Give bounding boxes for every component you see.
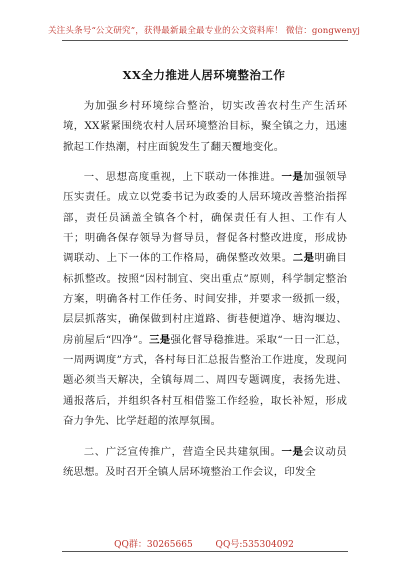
section-1-paragraph [63, 167, 347, 431]
document-title: XX全力推进人居环境整治工作 [122, 68, 286, 82]
section-1-lead: 一、思想高度重视，上下联动一体推进。 [83, 171, 282, 184]
header-divider [62, 40, 348, 41]
point-marker-4: 一是 [281, 445, 304, 458]
document-body [63, 96, 347, 482]
contact-footer: QQ群：30265665 QQ号:535304092 [114, 540, 294, 550]
promo-banner: 关注头条号“公文研究”，获得最新最全最专业的公文资料库！ 微信：gongwenyj [47, 26, 361, 36]
point-text-4: 会议动员统思想。及时召开全镇人居环境整治工作会议，印发全 [63, 445, 347, 478]
point-marker-2: 二是 [292, 252, 315, 265]
point-marker-1: 一是 [281, 171, 304, 184]
point-text-1: 加强领导压实责任。成立以党委书记为政委的人居环境改善整治指挥部，责任员涵盖全镇各个村，确保责任有人担、工作有人干；明确各保存领导为督导员，督促各村整改进度，形成协调联动、上下一体的工作格局，确保整改效果。 [63, 171, 347, 265]
section-2-paragraph [63, 442, 347, 483]
point-text-3: 强化督导稳推进。采取“一日一汇总，一周两调度”方式，各村每日汇总报告整治工作进度，发现问题必须当天解决，全镇每周二、周四专题调度，表扬先进、通报落后，并组织各村互相借鉴工作经验，取长补短，形成奋力争先、比学赶超的浓厚氛围。 [63, 333, 347, 428]
section-2-lead: 二、广泛宣传推广，营造全民共建氛围。 [83, 445, 282, 458]
point-marker-3: 三是 [149, 333, 171, 346]
intro-paragraph: 为加强乡村环境综合整治，切实改善农村生产生活环境，XX紧紧围绕农村人居环境整治目标，聚全镇之力，迅速掀起工作热潮，村庄面貌发生了翻天覆地变化。 [63, 100, 347, 153]
footer-divider [62, 551, 348, 552]
point-text-2: 明确目标抓整改。按照“因村制宜、突出重点”原则，科学制定整治方案，明确各村工作任务、时间安排，并要求一级抓一级，层层抓落实，确保做到村庄道路、街巷便道净、塘沟堰边、房前屋后“四净”。 [63, 252, 347, 346]
